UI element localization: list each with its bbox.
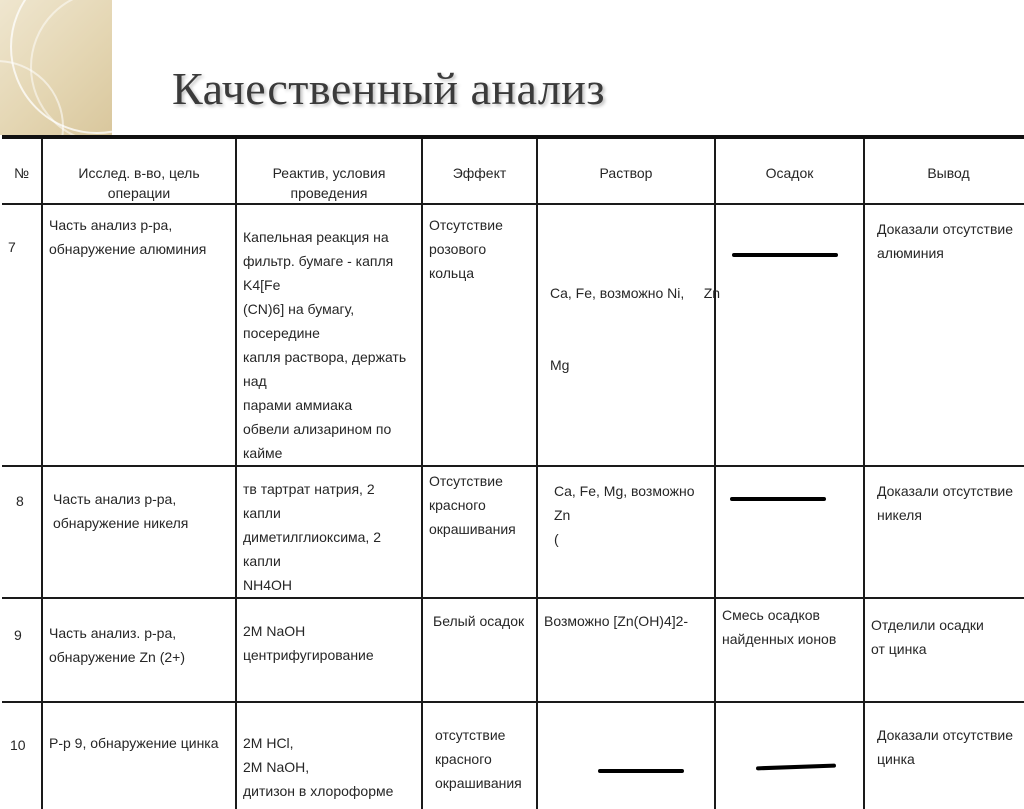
solution-cell — [537, 466, 715, 598]
table-row — [2, 204, 1024, 466]
text-line: фильтр. бумаге - капля K4[Fe — [243, 253, 394, 293]
text-line: розового кольца — [429, 241, 487, 281]
text-line: диметилглиоксима, 2 капли — [243, 529, 381, 569]
text-line: капля раствора, держать над — [243, 349, 407, 389]
effect-cell — [422, 598, 537, 702]
text-line: красного — [429, 497, 486, 513]
empty-dash — [756, 764, 836, 771]
substance-cell — [42, 466, 236, 598]
conclusion-cell — [864, 204, 1024, 466]
conclusion-cell — [864, 598, 1024, 702]
text-line: 2M NaOH, — [243, 759, 310, 775]
text-line: 2M HCl, — [243, 735, 294, 751]
solution-cell — [537, 598, 715, 702]
text-line: Белый осадок — [433, 613, 525, 629]
text-line: Доказали отсутствие — [877, 483, 1014, 499]
text-line: (CN)6] на бумагу, посередине — [243, 301, 355, 341]
text-line: центрифугирование — [243, 647, 374, 663]
text-line: красного — [435, 751, 492, 767]
text-line: обнаружение Zn (2+) — [49, 649, 186, 665]
effect-cell — [422, 204, 537, 466]
header-row — [2, 137, 1024, 204]
text-line: Смесь осадков — [722, 607, 820, 623]
text-line: найденных ионов — [722, 631, 837, 647]
header-reagent: Реактив, условия проведения — [236, 137, 422, 204]
row-num: 10 — [2, 702, 42, 809]
header-conclusion: Вывод — [864, 137, 1024, 204]
text-line: окрашивания — [429, 521, 516, 537]
text-line: Часть анализ. р-ра, — [49, 625, 177, 641]
empty-dash — [598, 769, 684, 773]
text-line: Капельная реакция на — [243, 229, 389, 245]
text-line: окрашивания — [435, 775, 522, 791]
text-line: обнаружение никеля — [53, 515, 189, 531]
text-line: алюминия — [877, 245, 944, 261]
corner-decoration — [0, 0, 112, 135]
analysis-table — [2, 135, 1024, 809]
text-line: Часть анализ р-ра, — [53, 491, 177, 507]
text-line: 2M NaOH — [243, 623, 306, 639]
text-line: Часть анализ р-ра, — [49, 217, 173, 233]
reagent-cell — [236, 598, 422, 702]
text-line: дитизон в хлороформе — [243, 783, 394, 799]
text-line: никеля — [877, 507, 922, 523]
header-solution: Раствор — [537, 137, 715, 204]
table-row — [2, 702, 1024, 809]
precipitate-cell — [715, 204, 864, 466]
table-row — [2, 598, 1024, 702]
text-line: ( — [554, 531, 559, 547]
text-line: цинка — [877, 751, 915, 767]
reagent-cell — [236, 702, 422, 809]
empty-dash — [730, 497, 826, 501]
solution-cell — [537, 702, 715, 809]
text-line: Р-р 9, обнаружение цинка — [49, 735, 219, 751]
text-line: Ca, Fe, Mg, возможно Zn — [554, 483, 695, 523]
row-num: 9 — [2, 598, 42, 702]
reagent-cell — [236, 466, 422, 598]
text-line: Отсутствие — [429, 217, 503, 233]
reagent-cell — [236, 204, 422, 466]
text-line: Mg — [550, 357, 570, 373]
text-line: NH4OH — [243, 577, 293, 593]
conclusion-cell — [864, 466, 1024, 598]
text-line: Ca, Fe, возможно Ni, Zn — [550, 285, 721, 301]
effect-cell — [422, 466, 537, 598]
header-effect: Эффект — [422, 137, 537, 204]
precipitate-cell — [715, 598, 864, 702]
text-line: Возможно [Zn(OH)4]2- — [544, 613, 689, 629]
empty-dash — [732, 253, 838, 257]
text-line: обнаружение алюминия — [49, 241, 207, 257]
precipitate-cell — [715, 466, 864, 598]
text-line: отсутствие — [435, 727, 506, 743]
text-line: Отделили осадки — [871, 617, 984, 633]
text-line: Доказали отсутствие — [877, 727, 1014, 743]
substance-cell — [42, 598, 236, 702]
text-line: Доказали отсутствие — [877, 221, 1014, 237]
header-num: № — [2, 137, 42, 204]
text-line: от цинка — [871, 641, 927, 657]
table-row — [2, 466, 1024, 598]
effect-cell — [422, 702, 537, 809]
row-num: 7 — [2, 204, 42, 466]
slide-title: Качественный анализ — [172, 63, 606, 114]
substance-cell — [42, 702, 236, 809]
row-num: 8 — [2, 466, 42, 598]
precipitate-cell — [715, 702, 864, 809]
header-substance: Исслед. в-во, цель операции — [42, 137, 236, 204]
text-line: парами аммиака — [243, 397, 353, 413]
text-line: обвели ализарином по кайме — [243, 421, 392, 461]
header-precipitate: Осадок — [715, 137, 864, 204]
conclusion-cell — [864, 702, 1024, 809]
solution-cell — [537, 204, 721, 466]
text-line: Отсутствие — [429, 473, 503, 489]
text-line: тв тартрат натрия, 2 капли — [243, 481, 375, 521]
substance-cell — [42, 204, 236, 466]
